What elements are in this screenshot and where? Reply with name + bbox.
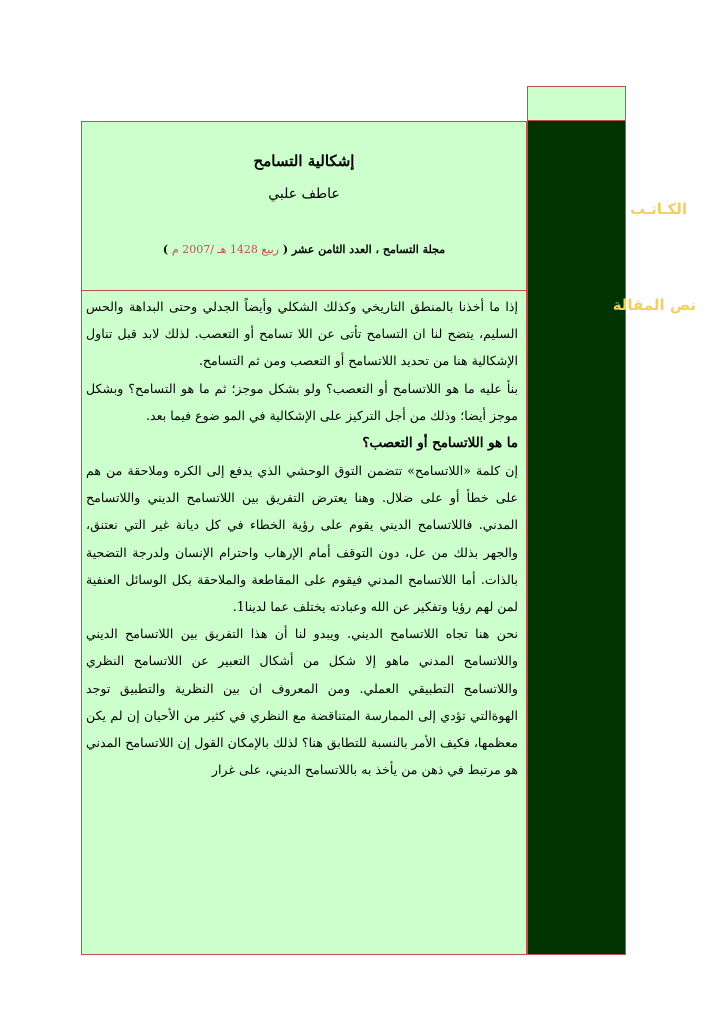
section-heading: ما هو اللاتسامح أو التعصب؟ xyxy=(362,435,518,452)
paragraph: إذا ما أخذنا بالمنطق التاريخي وكذلك الشكلي وأيضاً الجدلي وحتى البداهة والحس السليم، يتضح لنا ان التسامح تأتى عن اللا تسامح أو التعصب. لذلك لابد قبل تناول الإشكالية هنا من تحديد اللاتسامح أو التعصب ومن ثم التسامح. xyxy=(86,299,518,369)
article-title: إشكالية التسامح xyxy=(253,152,355,170)
article-author: عاطف علبي xyxy=(268,186,340,202)
article-header-cell xyxy=(81,121,527,291)
author-label: الكـاتـب xyxy=(630,200,687,218)
article-text xyxy=(86,293,518,783)
paragraph: بنأ عليه ما هو اللاتسامح أو التعصب؟ ولو بشكل موجز؛ ثم ما هو التسامح؟ وبشكل موجز أيضا؛ وذلك من أجل التركيز على الإشكالية في المو ضوع فيما بعد. xyxy=(86,380,518,423)
paragraph: إن كلمة «اللاتسامح» تتضمن التوق الوحشي الذي يدفع إلى الكره وملاحقة من هم على خطأ أو على ضلال. وهنا يعترض التفريق بين اللاتسامح الديني واللاتسامح المدني. فاللاتسامح الديني يقوم على رؤية الخطاء في كل ديانة غير التي نعتنق، والجهر بذلك من عل، دون التوقف أمام الإرهاب واحترام الإنسان ولدرجة التضحية بالذات. أما اللاتسامح المدني فيقوم على المقاطعة والملاحقة بكل الوسائل العنفية لمن لهم رؤيا وتفكير عن الله وعبادته يختلف عما لدينا1. xyxy=(86,463,518,615)
article-source xyxy=(81,243,527,256)
top-header-cell xyxy=(527,86,626,121)
source-close: ) xyxy=(162,243,169,256)
source-publication: مجلة التسامح ، العدد الثامن عشر ( xyxy=(282,243,446,256)
article-text-label: نص المقالة xyxy=(612,296,696,314)
paragraph: نحن هنا تجاه اللاتسامح الديني. ويبدو لنا أن هذا التفريق بين اللاتسامح الديني واللاتسامح المدني ماهو إلا شكل من أشكال التعبير عن اللاتسامح النظري واللاتسامح التطبيقي العملي. ومن المعروف ان بين النظرية والتطبيق توجد الهوةالتي تؤدي إلى الممارسة المتناقضة مع النظري في كثير من الأحيان إن لم يكن معظمها، فكيف الأمر بالنسبة للتطابق هنا؟ لذلك بالإمكان القول إن اللاتسامح المدني هو مرتبط في ذهن من يأخذ به باللاتسامح الديني، على غرار xyxy=(86,626,518,778)
source-date: ربيع 1428 هـ /2007 م xyxy=(171,243,279,256)
sidebar-column xyxy=(527,121,626,955)
